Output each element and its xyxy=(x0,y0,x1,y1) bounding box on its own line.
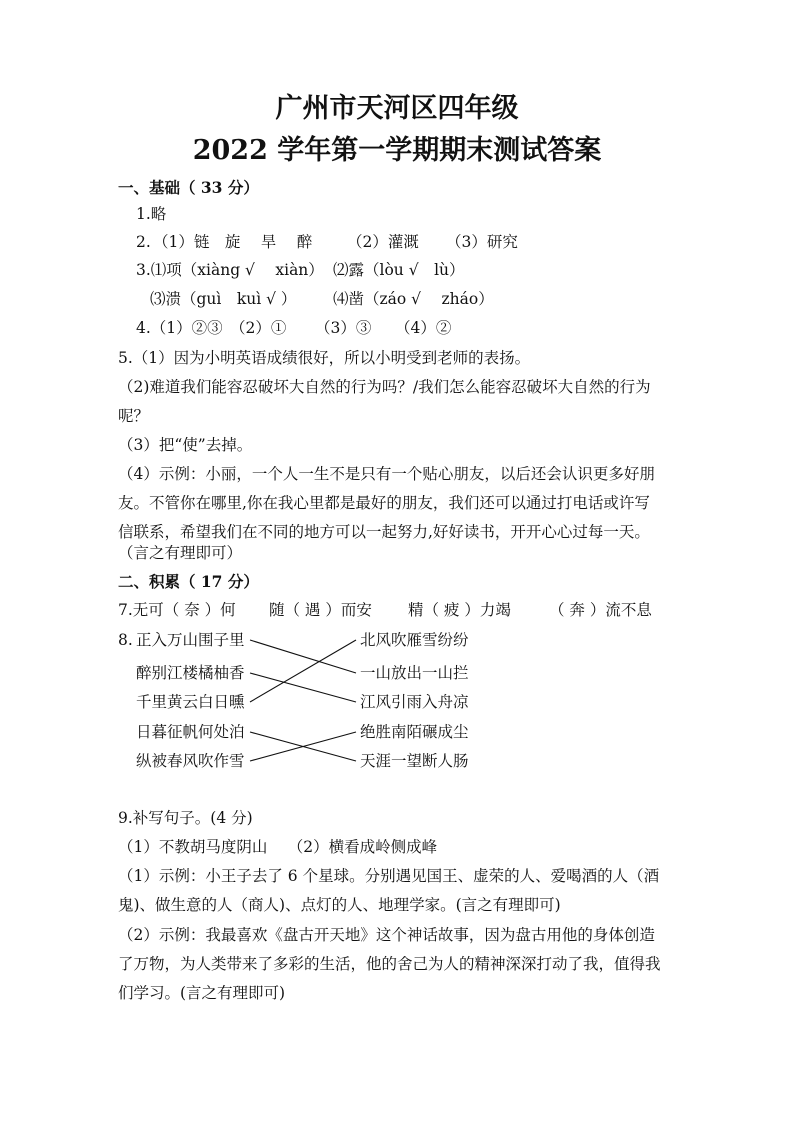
q4-part4: （4）② xyxy=(395,319,452,337)
q8-left-1: 醉别江楼橘柚香 xyxy=(136,664,245,682)
q2-part2: （2）灌溉 xyxy=(347,233,419,251)
q8-match-line-1 xyxy=(250,673,356,702)
title-line-1: 广州市天河区四年级 xyxy=(275,93,519,124)
q2-number: 2. xyxy=(136,233,151,251)
q7-item3: 精（ 疲 ）力竭 xyxy=(408,601,511,619)
q9-line6: 了万物，为人类带来了多彩的生活，他的舍己为人的精神深深打动了我，值得我 xyxy=(118,955,661,973)
q5-line1: 5.（1）因为小明英语成绩很好，所以小明受到老师的表扬。 xyxy=(118,349,531,367)
q8-left-2: 千里黄云白日曛 xyxy=(136,693,245,711)
q8-left-0: 正入万山围子里 xyxy=(136,631,245,649)
q5-line6: 友。不管你在哪里,你在我心里都是最好的朋友，我们还可以通过打电话或许写 xyxy=(118,494,650,512)
q5-line7: 信联系，希望我们在不同的地方可以一起努力,好好读书，开开心心过每一天。 xyxy=(118,523,650,541)
q5-line5: （4）示例：小丽，一个人一生不是只有一个贴心朋友，以后还会认识更多好朋 xyxy=(118,465,655,483)
q3-row1-b: ⑵露（lòu √ lù） xyxy=(333,261,465,279)
q9-line5: （2）示例：我最喜欢《盘古开天地》这个神话故事，因为盘古用他的身体创造 xyxy=(118,926,655,944)
q8-right-4: 天涯一望断人肠 xyxy=(360,752,469,770)
q9-line7: 们学习。(言之有理即可) xyxy=(118,984,286,1002)
q4-part2: （2）① xyxy=(230,319,287,337)
q8-right-0: 北风吹雁雪纷纷 xyxy=(360,631,469,649)
q8-left-4: 纵被春风吹作雪 xyxy=(136,752,245,770)
q9-line3: （1）示例：小王子去了 6 个星球。分别遇见国王、虚荣的人、爱喝酒的人（酒 xyxy=(118,867,660,885)
q7-item2: 随（ 遇 ）而安 xyxy=(269,601,372,619)
q9-line2: （1）不教胡马度阴山 （2）横看成岭侧成峰 xyxy=(118,838,438,856)
q1-answer: 1.略 xyxy=(136,205,167,223)
q5-line8: （言之有理即可） xyxy=(118,544,243,562)
q3-row2-a: ⑶溃（guì kuì √ ） xyxy=(150,290,297,308)
section-1-heading: 一、基础（ 33 分） xyxy=(118,178,259,197)
q7-item4: （ 奔 ）流不息 xyxy=(549,601,652,619)
q5-line2: （2)难道我们能容忍破坏大自然的行为吗？/我们怎么能容忍破坏大自然的行为 xyxy=(118,378,651,396)
q2-part1: （1）链 旋 旱 醉 xyxy=(153,233,313,251)
section-2-heading: 二、积累（ 17 分） xyxy=(118,572,259,591)
q2-part3: （3）研究 xyxy=(446,233,518,251)
q9-line4: 鬼)、做生意的人（商人)、点灯的人、地理学家。(言之有理即可) xyxy=(118,896,561,914)
q8-left-3: 日暮征帆何处泊 xyxy=(136,723,245,741)
q8-match-line-0 xyxy=(250,640,356,673)
q5-line4: （3）把“使”去掉。 xyxy=(118,436,253,454)
q8-right-2: 江风引雨入舟凉 xyxy=(360,693,469,711)
q8-right-1: 一山放出一山拦 xyxy=(360,664,469,682)
q3-row2-b: ⑷凿（záo √ zháo） xyxy=(333,290,494,308)
q8-match-line-2 xyxy=(250,640,356,702)
q9-line1: 9.补写句子。(4 分) xyxy=(118,809,253,827)
q7-item1: 7.无可（ 奈 ）何 xyxy=(118,601,236,619)
q4-part3: （3）③ xyxy=(315,319,372,337)
q4-part1: 4.（1）②③ xyxy=(136,319,223,337)
q3-row1-a: 3.⑴项（xiàng √ xiàn） xyxy=(136,261,324,279)
q8-number: 8. xyxy=(118,631,133,649)
q5-line3: 呢？ xyxy=(118,407,150,425)
title-line-2: 2022 学年第一学期期末测试答案 xyxy=(192,135,602,166)
q8-right-3: 绝胜南陌碾成尘 xyxy=(360,723,469,741)
